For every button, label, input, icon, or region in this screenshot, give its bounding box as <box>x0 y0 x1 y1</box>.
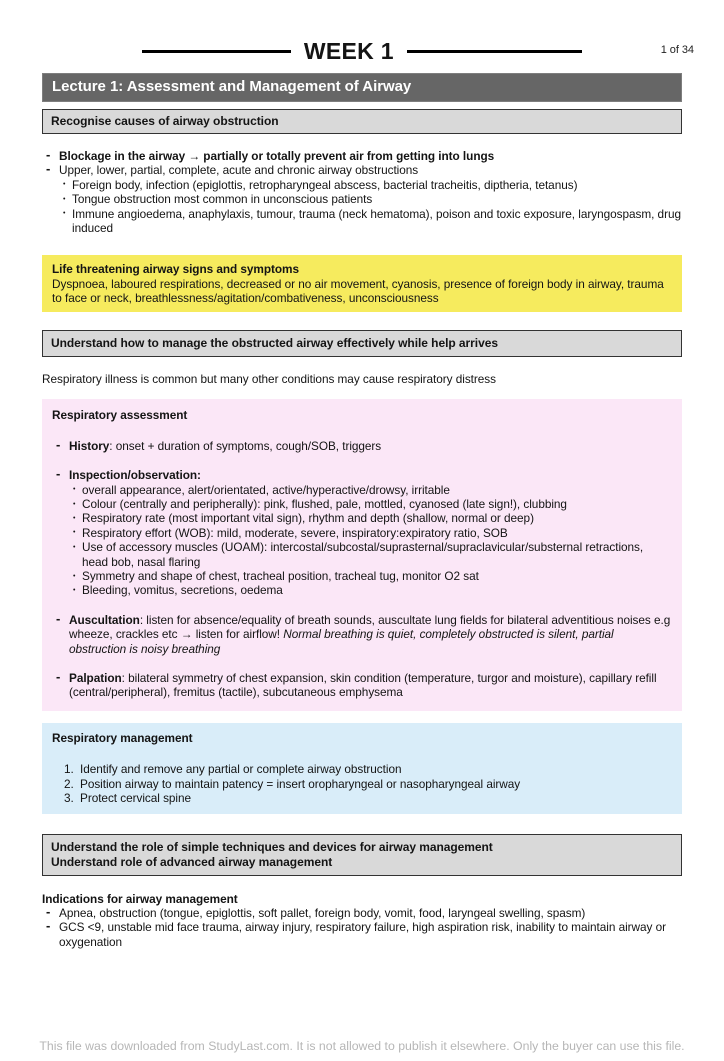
assessment-list <box>52 439 672 700</box>
list-item <box>69 613 672 656</box>
page-number: 1 of 34 <box>660 44 694 56</box>
heading-rule-left <box>142 50 291 53</box>
list-item <box>77 777 672 791</box>
watermark-footer: This file was downloaded from StudyLast.com. It is not allowed to publish it elsewhere. Only the buyer can use this file. <box>39 1039 685 1053</box>
lecture-title-bar <box>42 73 682 102</box>
life-threatening-title: Life threatening airway signs and symptoms <box>52 262 300 277</box>
list-item <box>59 163 682 235</box>
history-label: History <box>69 438 110 453</box>
list-item <box>82 526 672 540</box>
inspection-list <box>69 483 672 598</box>
inspection-item: Respiratory rate (most important vital sign), rhythm and depth (shallow, normal or deep) <box>82 511 534 526</box>
list-item <box>59 149 682 163</box>
objective-text-line2: Understand role of advanced airway management <box>51 854 333 869</box>
objective-box-techniques <box>42 834 682 875</box>
list-item <box>72 207 682 236</box>
indications-title: Indications for airway management <box>42 891 238 906</box>
causes-section <box>42 149 682 235</box>
heading-rule-right <box>407 50 582 53</box>
respiratory-assessment-box <box>42 399 682 711</box>
indications-item: GCS <9, unstable mid face trauma, airway injury, respiratory failure, high aspiration risk, inability to maintain airway or oxygenation <box>59 920 667 949</box>
causes-sub-list <box>59 178 682 236</box>
list-item <box>59 906 682 920</box>
week-title: WEEK 1 <box>303 38 394 64</box>
objective-text-line1: Understand the role of simple techniques and devices for airway management <box>51 840 493 855</box>
assessment-title: Respiratory assessment <box>52 407 188 422</box>
document-page <box>0 37 724 1053</box>
list-item <box>69 439 672 453</box>
inspection-item: Respiratory effort (WOB): mild, moderate, severe, inspiratory:expiratory ratio, SOB <box>82 525 508 540</box>
list-item <box>69 468 672 598</box>
auscultation-label: Auscultation <box>69 612 140 627</box>
objective-box-recognise <box>42 109 682 134</box>
inspection-item: Bleeding, vomitus, secretions, oedema <box>82 583 283 598</box>
list-item <box>59 920 682 949</box>
indications-section <box>42 892 682 950</box>
history-text: : onset + duration of symptoms, cough/SOB, triggers <box>109 438 382 453</box>
causes-sub-item: Tongue obstruction most common in unconscious patients <box>72 192 373 207</box>
list-item <box>72 192 682 206</box>
life-threatening-body: Dyspnoea, laboured respirations, decreased or no air movement, cyanosis, presence of foreign body in airway, trauma to face or neck, breathlessness/agitation/combativeness, unconsciousness <box>52 276 664 306</box>
causes-blockage-text: Blockage in the airway → partially or totally prevent air from getting into lungs <box>59 148 495 163</box>
causes-sub-item: Foreign body, infection (epiglottis, retropharyngeal abscess, bacterial tracheitis, diptheria, tetanus) <box>72 177 578 192</box>
palpation-label: Palpation <box>69 670 122 685</box>
auscultation-text: : listen for absence/equality of breath sounds, auscultate lung fields for bilateral adventitious noises e.g wheeze, crackles etc → listen for airflow! <box>69 612 671 642</box>
management-step: Identify and remove any partial or complete airway obstruction <box>80 762 402 777</box>
causes-list <box>42 149 682 235</box>
list-item <box>82 497 672 511</box>
indications-item: Apnea, obstruction (tongue, epiglottis, soft pallet, foreign body, vomit, food, laryngeal swelling, spasm) <box>59 905 586 920</box>
list-item <box>82 511 672 525</box>
management-step: Protect cervical spine <box>80 790 192 805</box>
inspection-item: overall appearance, alert/orientated, active/hyperactive/drowsy, irritable <box>82 482 450 497</box>
lecture-title: Lecture 1: Assessment and Management of Airway <box>52 78 412 96</box>
inspection-item: Colour (centrally and peripherally): pink, flushed, pale, mottled, cyanosed (late sign!), clubbing <box>82 497 567 512</box>
indications-list <box>42 906 682 949</box>
objective-box-manage <box>42 330 682 357</box>
inspection-label: Inspection/observation: <box>69 468 201 483</box>
causes-sub-item: Immune angioedema, anaphylaxis, tumour, trauma (neck hematoma), poison and toxic exposure, laryngospasm, drug induced <box>72 206 681 235</box>
list-item <box>77 791 672 805</box>
management-title: Respiratory management <box>52 730 193 745</box>
week-heading <box>142 37 582 65</box>
palpation-text: : bilateral symmetry of chest expansion, skin condition (temperature, turgor and moisture), capillary refill (central/peripheral), fremitus (tactile), subcutaneous emphysema <box>69 670 657 700</box>
causes-types-text: Upper, lower, partial, complete, acute and chronic airway obstructions <box>59 163 419 178</box>
page-content <box>0 73 724 949</box>
respiratory-management-box <box>42 723 682 815</box>
inspection-item: Use of accessory muscles (UOAM): intercostal/subcostal/suprasternal/supraclavicular/substernal retractions, head bob, nasal flaring <box>82 540 644 569</box>
objective-text: Understand how to manage the obstructed airway effectively while help arrives <box>51 336 498 351</box>
list-item <box>77 762 672 776</box>
list-item <box>82 583 672 597</box>
life-threatening-box <box>42 255 682 312</box>
list-item <box>82 569 672 583</box>
list-item <box>82 540 672 569</box>
intro-note: Respiratory illness is common but many other conditions may cause respiratory distress <box>42 372 496 387</box>
management-step: Position airway to maintain patency = insert oropharyngeal or nasopharyngeal airway <box>80 776 521 791</box>
list-item <box>72 178 682 192</box>
auscultation-italic-note: Normal breathing is quiet, completely obstructed is silent, partial obstruction is noisy breathing <box>69 627 614 656</box>
inspection-item: Symmetry and shape of chest, tracheal position, tracheal tug, monitor O2 sat <box>82 569 479 584</box>
list-item <box>82 483 672 497</box>
objective-text: Recognise causes of airway obstruction <box>51 114 279 129</box>
management-steps <box>52 762 672 805</box>
list-item <box>69 671 672 700</box>
